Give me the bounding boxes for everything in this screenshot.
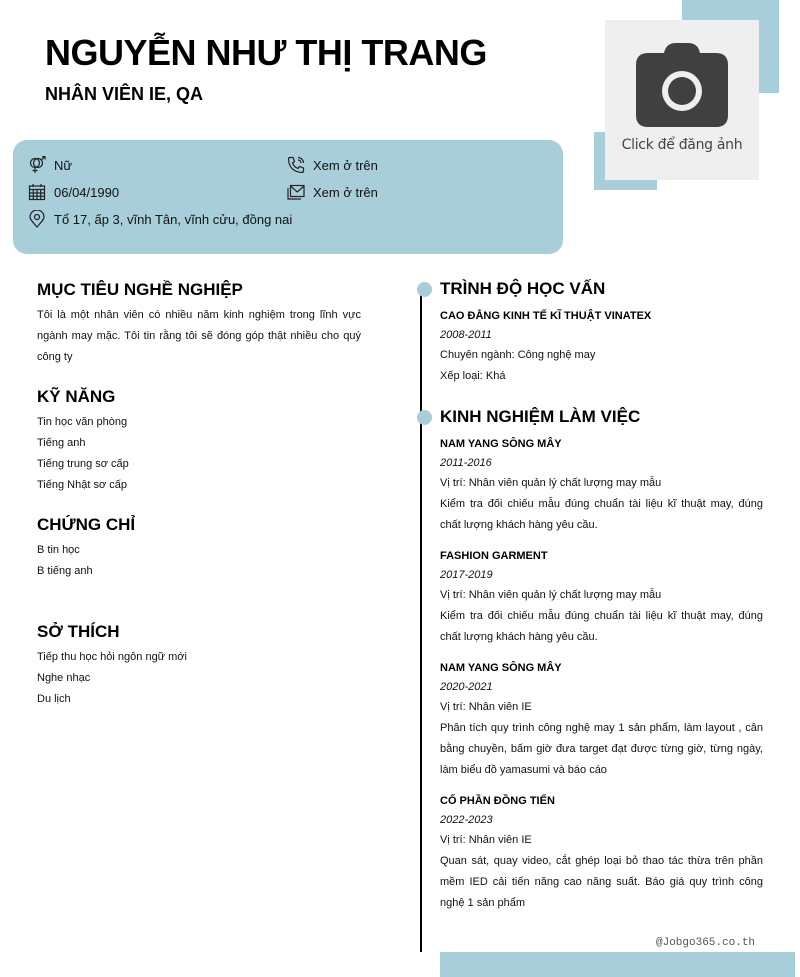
job-period: 2022-2023	[440, 814, 493, 826]
job-company: NAM YANG SÔNG MÂY	[440, 662, 562, 674]
job-position: Vị trí: Nhân viên quản lý chất lượng may mẫu	[440, 589, 662, 601]
skill-item: Tin học văn phòng	[37, 416, 128, 428]
contact-address	[28, 210, 292, 228]
job-description: Quan sát, quay video, cắt ghép loại bỏ thao tác thừa trên phần mềm IED cải tiến năng cao năng suất. Báo giá quy trình công nghệ 1 sản phẩm	[440, 855, 763, 909]
education-section	[440, 279, 763, 387]
timeline-line	[420, 290, 422, 952]
address-value: Tổ 17, ấp 3, vĩnh Tân, vĩnh cửu, đồng nai	[54, 211, 293, 227]
objective-title: MỤC TIÊU NGHỀ NGHIỆP	[37, 280, 243, 299]
gender-icon	[28, 156, 46, 174]
job-position: Vị trí: Nhân viên IE	[440, 701, 532, 713]
education-grade: Xếp loại: Khá	[440, 370, 506, 382]
job-description: Kiểm tra đối chiếu mẫu đúng chuẩn tài liệu kĩ thuật may, đúng chất lượng khách hàng yêu cầu.	[440, 498, 763, 531]
candidate-name: NGUYỄN NHƯ THỊ TRANG	[45, 32, 487, 73]
job-entry	[440, 435, 763, 536]
calendar-icon	[28, 183, 46, 201]
job-period: 2017-2019	[440, 569, 493, 581]
hobbies-section	[37, 622, 361, 710]
job-description: Kiểm tra đối chiếu mẫu đúng chuẩn tài liệu kĩ thuật may, đúng chất lượng khách hàng yêu cầu.	[440, 610, 763, 643]
education-major: Chuyên ngành: Công nghệ may	[440, 349, 596, 361]
contact-gender	[28, 156, 72, 174]
phone-icon	[287, 156, 305, 174]
skills-title: KỸ NĂNG	[37, 387, 116, 406]
skill-item: Tiếng trung sơ cấp	[37, 458, 129, 470]
experience-section	[440, 407, 763, 914]
job-company: FASHION GARMENT	[440, 550, 548, 562]
certificate-item: B tiếng anh	[37, 565, 93, 577]
timeline-dot-education	[417, 282, 432, 297]
mail-icon	[287, 183, 305, 201]
education-school: CAO ĐẲNG KINH TẾ KĨ THUẬT VINATEX	[440, 310, 652, 322]
photo-upload-button[interactable]	[605, 20, 759, 180]
job-entry	[440, 792, 763, 914]
hobby-item: Du lịch	[37, 693, 71, 705]
job-period: 2011-2016	[440, 457, 492, 469]
gender-value: Nữ	[54, 157, 73, 173]
job-description: Phân tích quy trình công nghệ may 1 sản phẩm, làm layout , cân bằng chuyền, bấm giờ đưa target đạt được từng giờ, từng ngày, làm biểu đồ yamasumi và báo cáo	[440, 722, 763, 776]
job-company: CỐ PHẦN ĐỒNG TIẾN	[440, 795, 555, 807]
skills-section	[37, 387, 361, 496]
hobby-item: Nghe nhạc	[37, 672, 91, 684]
phone-value: Xem ở trên	[313, 157, 378, 173]
contact-birthday	[28, 183, 119, 201]
decorative-block-bottom	[440, 952, 795, 977]
photo-upload-label: Click để đăng ảnh	[621, 137, 743, 153]
certificates-section	[37, 515, 361, 582]
skill-item: Tiếng Nhật sơ cấp	[37, 479, 127, 491]
contact-email	[287, 183, 378, 201]
objective-section	[37, 280, 361, 368]
job-entry	[440, 659, 763, 781]
education-period: 2008-2011	[440, 329, 492, 341]
skill-item: Tiếng anh	[37, 437, 86, 449]
camera-icon	[636, 43, 728, 127]
job-period: 2020-2021	[440, 681, 493, 693]
candidate-role: NHÂN VIÊN IE, QA	[45, 84, 204, 104]
hobbies-title: SỞ THÍCH	[37, 622, 120, 641]
birthday-value: 06/04/1990	[54, 184, 120, 200]
contact-phone	[287, 156, 378, 174]
job-entry	[440, 547, 763, 648]
contact-info-card	[13, 140, 563, 254]
hobby-item: Tiếp thu học hỏi ngôn ngữ mới	[37, 651, 187, 663]
timeline-dot-experience	[417, 410, 432, 425]
email-value: Xem ở trên	[313, 184, 378, 200]
job-company: NAM YANG SÔNG MÂY	[440, 438, 562, 450]
watermark: @Jobgo365.co.th	[656, 937, 756, 949]
objective-text: Tôi là một nhân viên có nhiều năm kinh nghiệm trong lĩnh vực ngành may mặc. Tôi tin rằng tôi sẽ đóng góp thật nhiều cho quý công ty	[37, 309, 361, 363]
experience-title: KINH NGHIỆM LÀM VIỆC	[440, 407, 641, 426]
certificates-title: CHỨNG CHỈ	[37, 515, 136, 534]
location-pin-icon	[28, 210, 46, 228]
left-column	[37, 280, 361, 710]
education-title: TRÌNH ĐỘ HỌC VẤN	[440, 279, 606, 298]
job-position: Vị trí: Nhân viên quản lý chất lượng may mẫu	[440, 477, 662, 489]
job-position: Vị trí: Nhân viên IE	[440, 834, 532, 846]
certificate-item: B tin học	[37, 544, 80, 556]
